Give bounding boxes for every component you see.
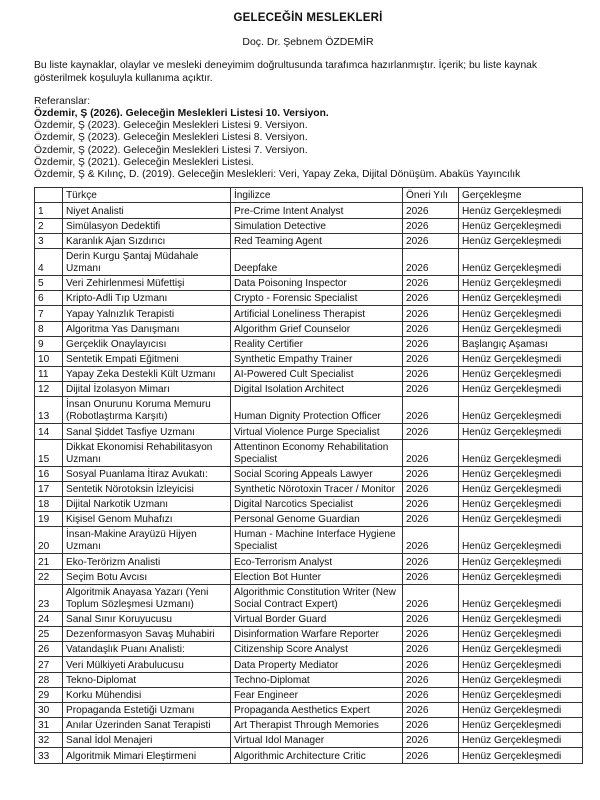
table-row <box>35 702 583 717</box>
realization-status: Henüz Gerçekleşmedi <box>459 554 583 569</box>
realization-status: Henüz Gerçekleşmedi <box>459 687 583 702</box>
table-row <box>35 527 583 554</box>
row-number: 22 <box>35 569 63 584</box>
proposal-year: 2026 <box>403 733 459 748</box>
proposal-year: 2026 <box>403 672 459 687</box>
realization-status: Henüz Gerçekleşmedi <box>459 584 583 611</box>
turkish-name: Sosyal Puanlama İtiraz Avukatı: <box>63 466 231 481</box>
table-row <box>35 626 583 641</box>
row-number: 9 <box>35 336 63 351</box>
english-name: Attentinon Economy Rehabilitation Specialist <box>231 439 403 466</box>
table-row <box>35 424 583 439</box>
row-number: 32 <box>35 733 63 748</box>
proposal-year: 2026 <box>403 718 459 733</box>
table-row <box>35 203 583 218</box>
realization-status: Henüz Gerçekleşmedi <box>459 672 583 687</box>
row-number: 21 <box>35 554 63 569</box>
turkish-name: Seçim Botu Avcısı <box>63 569 231 584</box>
realization-status: Henüz Gerçekleşmedi <box>459 233 583 248</box>
proposal-year: 2026 <box>403 702 459 717</box>
table-row <box>35 569 583 584</box>
table-row <box>35 321 583 336</box>
proposal-year: 2026 <box>403 275 459 290</box>
intro-paragraph: Bu liste kaynaklar, olaylar ve mesleki deneyimim doğrultusunda tarafımca hazırlanmıştır. İçerik; bu liste kaynak gösterilmek koşuluyla kullanıma açıktır. <box>34 60 538 84</box>
english-name: Human - Machine Interface Hygiene Specialist <box>231 527 403 554</box>
english-name: Data Poisoning Inspector <box>231 275 403 290</box>
row-number: 15 <box>35 439 63 466</box>
proposal-year: 2026 <box>403 642 459 657</box>
realization-status: Henüz Gerçekleşmedi <box>459 291 583 306</box>
english-name: Social Scoring Appeals Lawyer <box>231 466 403 481</box>
english-name: Election Bot Hunter <box>231 569 403 584</box>
realization-status: Henüz Gerçekleşmedi <box>459 718 583 733</box>
english-name: AI-Powered Cult Specialist <box>231 367 403 382</box>
proposal-year: 2026 <box>403 687 459 702</box>
turkish-name: Kişisel Genom Muhafızı <box>63 512 231 527</box>
proposal-year: 2026 <box>403 233 459 248</box>
row-number: 3 <box>35 233 63 248</box>
realization-status: Henüz Gerçekleşmedi <box>459 748 583 763</box>
turkish-name: Veri Mülkiyeti Arabulucusu <box>63 657 231 672</box>
turkish-name: Derin Kurgu Şantaj Müdahale Uzmanı <box>63 248 231 275</box>
english-name: Synthetic Empathy Trainer <box>231 351 403 366</box>
realization-status: Henüz Gerçekleşmedi <box>459 367 583 382</box>
reference-item: Özdemir, Ş (2023). Geleceğin Meslekleri Listesi 9. Versiyon. <box>34 120 308 132</box>
realization-status: Henüz Gerçekleşmedi <box>459 569 583 584</box>
english-name: Disinformation Warfare Reporter <box>231 626 403 641</box>
turkish-name: Algoritmik Mimari Eleştirmeni <box>63 748 231 763</box>
table-row <box>35 218 583 233</box>
turkish-name: Algoritma Yas Danışmanı <box>63 321 231 336</box>
english-name: Personal Genome Guardian <box>231 512 403 527</box>
turkish-name: Algoritmik Anayasa Yazarı (Yeni Toplum Sözleşmesi Uzmanı) <box>63 584 231 611</box>
row-number: 18 <box>35 497 63 512</box>
table-row <box>35 291 583 306</box>
table-row <box>35 233 583 248</box>
proposal-year: 2026 <box>403 439 459 466</box>
realization-status: Henüz Gerçekleşmedi <box>459 248 583 275</box>
row-number: 31 <box>35 718 63 733</box>
english-name: Citizenship Score Analyst <box>231 642 403 657</box>
turkish-name: Sentetik Empati Eğitmeni <box>63 351 231 366</box>
row-number: 16 <box>35 466 63 481</box>
english-name: Algorithmic Architecture Critic <box>231 748 403 763</box>
turkish-name: Dijital İzolasyon Mimarı <box>63 382 231 397</box>
row-number: 7 <box>35 306 63 321</box>
proposal-year: 2026 <box>403 321 459 336</box>
realization-status: Henüz Gerçekleşmedi <box>459 275 583 290</box>
realization-status: Henüz Gerçekleşmedi <box>459 382 583 397</box>
table-row <box>35 397 583 424</box>
professions-table <box>34 187 583 763</box>
english-name: Pre-Crime Intent Analyst <box>231 203 403 218</box>
realization-status: Henüz Gerçekleşmedi <box>459 203 583 218</box>
realization-status: Henüz Gerçekleşmedi <box>459 512 583 527</box>
realization-status: Henüz Gerçekleşmedi <box>459 424 583 439</box>
table-header-row <box>35 188 583 203</box>
table-body <box>35 203 583 763</box>
turkish-name: Yapay Zeka Destekli Kült Uzmanı <box>63 367 231 382</box>
row-number: 1 <box>35 203 63 218</box>
header-number <box>35 188 63 203</box>
row-number: 33 <box>35 748 63 763</box>
row-number: 19 <box>35 512 63 527</box>
turkish-name: Sanal İdol Menajeri <box>63 733 231 748</box>
row-number: 29 <box>35 687 63 702</box>
english-name: Deepfake <box>231 248 403 275</box>
table-row <box>35 657 583 672</box>
turkish-name: İnsan Onurunu Koruma Memuru (Robotlaştırma Karşıtı) <box>63 397 231 424</box>
turkish-name: Dijital Narkotik Uzmanı <box>63 497 231 512</box>
row-number: 8 <box>35 321 63 336</box>
table-row <box>35 481 583 496</box>
row-number: 13 <box>35 397 63 424</box>
turkish-name: Propaganda Estetiği Uzmanı <box>63 702 231 717</box>
turkish-name: Veri Zehirlenmesi Müfettişi <box>63 275 231 290</box>
row-number: 4 <box>35 248 63 275</box>
proposal-year: 2026 <box>403 466 459 481</box>
realization-status: Henüz Gerçekleşmedi <box>459 321 583 336</box>
table-row <box>35 584 583 611</box>
english-name: Art Therapist Through Memories <box>231 718 403 733</box>
row-number: 6 <box>35 291 63 306</box>
row-number: 5 <box>35 275 63 290</box>
english-name: Virtual Violence Purge Specialist <box>231 424 403 439</box>
row-number: 12 <box>35 382 63 397</box>
reference-item: Özdemir, Ş (2026). Geleceğin Meslekleri Listesi 10. Versiyon. <box>34 108 329 119</box>
english-name: Data Property Mediator <box>231 657 403 672</box>
english-name: Eco-Terrorism Analyst <box>231 554 403 569</box>
turkish-name: Dezenformasyon Savaş Muhabiri <box>63 626 231 641</box>
turkish-name: Sentetik Nörotoksin İzleyicisi <box>63 481 231 496</box>
header-year: Öneri Yılı <box>403 188 459 203</box>
proposal-year: 2026 <box>403 497 459 512</box>
realization-status: Henüz Gerçekleşmedi <box>459 733 583 748</box>
header-status: Gerçekleşme <box>459 188 583 203</box>
row-number: 23 <box>35 584 63 611</box>
english-name: Artificial Loneliness Therapist <box>231 306 403 321</box>
reference-item: Özdemir, Ş (2021). Geleceğin Meslekleri Listesi. <box>34 156 254 168</box>
english-name: Digital Isolation Architect <box>231 382 403 397</box>
realization-status: Başlangıç Aşaması <box>459 336 583 351</box>
english-name: Synthetic Nörotoxin Tracer / Monitor <box>231 481 403 496</box>
proposal-year: 2026 <box>403 424 459 439</box>
proposal-year: 2026 <box>403 569 459 584</box>
table-row <box>35 367 583 382</box>
table-row <box>35 512 583 527</box>
row-number: 25 <box>35 626 63 641</box>
realization-status: Henüz Gerçekleşmedi <box>459 351 583 366</box>
references-list <box>34 108 582 181</box>
realization-status: Henüz Gerçekleşmedi <box>459 466 583 481</box>
turkish-name: Korku Mühendisi <box>63 687 231 702</box>
turkish-name: Kripto-Adli Tıp Uzmanı <box>63 291 231 306</box>
realization-status: Henüz Gerçekleşmedi <box>459 497 583 512</box>
proposal-year: 2026 <box>403 611 459 626</box>
references-label: Referanslar: <box>34 96 91 107</box>
reference-item: Özdemir, Ş & Kılınç, D. (2019). Geleceğin Meslekleri: Veri, Yapay Zeka, Dijital Dönüşüm. Abaküs Yayıncılık <box>34 169 521 181</box>
english-name: Algorithmic Constitution Writer (New Social Contract Expert) <box>231 584 403 611</box>
realization-status: Henüz Gerçekleşmedi <box>459 397 583 424</box>
row-number: 26 <box>35 642 63 657</box>
table-row <box>35 351 583 366</box>
table-row <box>35 748 583 763</box>
table-row <box>35 382 583 397</box>
proposal-year: 2026 <box>403 748 459 763</box>
english-name: Reality Certifier <box>231 336 403 351</box>
turkish-name: İnsan-Makine Arayüzü Hijyen Uzmanı <box>63 527 231 554</box>
proposal-year: 2026 <box>403 626 459 641</box>
turkish-name: Vatandaşlık Puanı Analisti: <box>63 642 231 657</box>
english-name: Human Dignity Protection Officer <box>231 397 403 424</box>
english-name: Propaganda Aesthetics Expert <box>231 702 403 717</box>
document-title: GELECEĞİN MESLEKLERİ <box>233 12 383 24</box>
english-name: Fear Engineer <box>231 687 403 702</box>
table-row <box>35 687 583 702</box>
proposal-year: 2026 <box>403 481 459 496</box>
turkish-name: Simülasyon Dedektifi <box>63 218 231 233</box>
turkish-name: Sanal Şiddet Tasfiye Uzmanı <box>63 424 231 439</box>
proposal-year: 2026 <box>403 248 459 275</box>
table-row <box>35 733 583 748</box>
realization-status: Henüz Gerçekleşmedi <box>459 481 583 496</box>
table-row <box>35 611 583 626</box>
realization-status: Henüz Gerçekleşmedi <box>459 306 583 321</box>
turkish-name: Sanal Sınır Koruyucusu <box>63 611 231 626</box>
turkish-name: Yapay Yalnızlık Terapisti <box>63 306 231 321</box>
table-row <box>35 466 583 481</box>
realization-status: Henüz Gerçekleşmedi <box>459 702 583 717</box>
row-number: 17 <box>35 481 63 496</box>
turkish-name: Eko-Terörizm Analisti <box>63 554 231 569</box>
row-number: 11 <box>35 367 63 382</box>
row-number: 27 <box>35 657 63 672</box>
header-english: İngilizce <box>231 188 403 203</box>
row-number: 28 <box>35 672 63 687</box>
english-name: Techno-Diplomat <box>231 672 403 687</box>
realization-status: Henüz Gerçekleşmedi <box>459 642 583 657</box>
turkish-name: Tekno-Diplomat <box>63 672 231 687</box>
proposal-year: 2026 <box>403 367 459 382</box>
table-row <box>35 554 583 569</box>
turkish-name: Anılar Üzerinden Sanat Terapisti <box>63 718 231 733</box>
english-name: Crypto - Forensic Specialist <box>231 291 403 306</box>
realization-status: Henüz Gerçekleşmedi <box>459 218 583 233</box>
table-row <box>35 497 583 512</box>
proposal-year: 2026 <box>403 657 459 672</box>
turkish-name: Karanlık Ajan Sızdırıcı <box>63 233 231 248</box>
table-row <box>35 306 583 321</box>
table-row <box>35 439 583 466</box>
realization-status: Henüz Gerçekleşmedi <box>459 626 583 641</box>
table-row <box>35 718 583 733</box>
english-name: Algorithm Grief Counselor <box>231 321 403 336</box>
proposal-year: 2026 <box>403 382 459 397</box>
realization-status: Henüz Gerçekleşmedi <box>459 611 583 626</box>
proposal-year: 2026 <box>403 203 459 218</box>
english-name: Simulation Detective <box>231 218 403 233</box>
row-number: 10 <box>35 351 63 366</box>
table-row <box>35 275 583 290</box>
header-turkish: Türkçe <box>63 188 231 203</box>
proposal-year: 2026 <box>403 306 459 321</box>
english-name: Virtual Idol Manager <box>231 733 403 748</box>
proposal-year: 2026 <box>403 584 459 611</box>
turkish-name: Niyet Analisti <box>63 203 231 218</box>
proposal-year: 2026 <box>403 397 459 424</box>
row-number: 14 <box>35 424 63 439</box>
proposal-year: 2026 <box>403 291 459 306</box>
table-row <box>35 672 583 687</box>
english-name: Red Teaming Agent <box>231 233 403 248</box>
realization-status: Henüz Gerçekleşmedi <box>459 439 583 466</box>
proposal-year: 2026 <box>403 218 459 233</box>
proposal-year: 2026 <box>403 351 459 366</box>
row-number: 20 <box>35 527 63 554</box>
table-row <box>35 336 583 351</box>
english-name: Virtual Border Guard <box>231 611 403 626</box>
row-number: 30 <box>35 702 63 717</box>
turkish-name: Dikkat Ekonomisi Rehabilitasyon Uzmanı <box>63 439 231 466</box>
proposal-year: 2026 <box>403 336 459 351</box>
english-name: Digital Narcotics Specialist <box>231 497 403 512</box>
row-number: 24 <box>35 611 63 626</box>
reference-item: Özdemir, Ş (2022). Geleceğin Meslekleri Listesi 7. Versiyon. <box>34 144 308 156</box>
proposal-year: 2026 <box>403 554 459 569</box>
document-author: Doç. Dr. Şebnem ÖZDEMİR <box>242 36 374 48</box>
realization-status: Henüz Gerçekleşmedi <box>459 527 583 554</box>
table-row <box>35 248 583 275</box>
row-number: 2 <box>35 218 63 233</box>
reference-item: Özdemir, Ş (2023). Geleceğin Meslekleri Listesi 8. Versiyon. <box>34 132 308 144</box>
turkish-name: Gerçeklik Onaylayıcısı <box>63 336 231 351</box>
realization-status: Henüz Gerçekleşmedi <box>459 657 583 672</box>
proposal-year: 2026 <box>403 512 459 527</box>
proposal-year: 2026 <box>403 527 459 554</box>
table-row <box>35 642 583 657</box>
